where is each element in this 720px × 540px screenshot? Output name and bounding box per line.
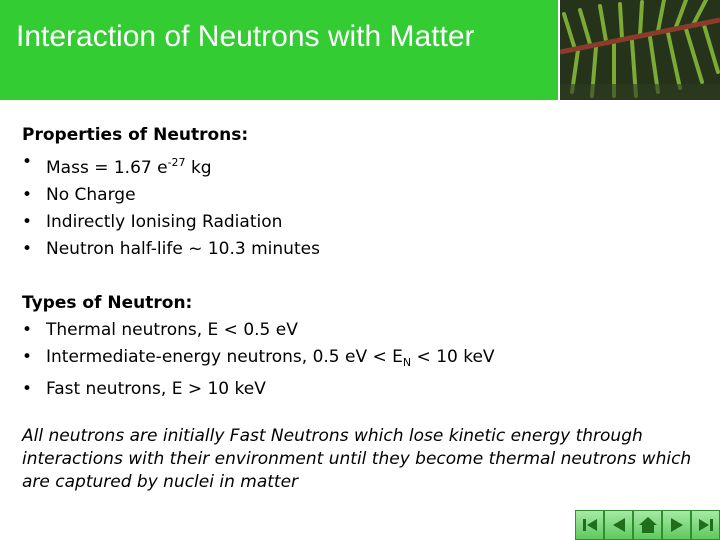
mass-exponent: -27	[167, 156, 186, 169]
skip-forward-icon	[696, 515, 716, 535]
list-item	[22, 376, 712, 403]
thermal-text: Thermal neutrons, E < 0.5 eV	[46, 320, 298, 340]
list-item	[22, 182, 712, 209]
fern-image	[560, 0, 720, 100]
first-slide-button[interactable]	[575, 510, 604, 540]
properties-list	[22, 149, 712, 263]
slide-title: Interaction of Neutrons with Matter	[16, 20, 475, 53]
forward-arrow-icon	[667, 515, 687, 535]
list-item	[22, 317, 712, 344]
back-arrow-icon	[609, 515, 629, 535]
types-list	[22, 317, 712, 403]
types-heading: Types of Neutron:	[22, 293, 193, 313]
skip-back-icon	[580, 515, 600, 535]
list-item	[22, 209, 712, 236]
list-item	[22, 236, 712, 263]
properties-heading: Properties of Neutrons:	[22, 125, 249, 145]
slide-navigation	[575, 510, 720, 540]
intermediate-subscript: N	[402, 356, 412, 369]
home-button[interactable]	[633, 510, 662, 540]
previous-slide-button[interactable]	[604, 510, 633, 540]
intermediate-upper-bound: < 10 keV	[411, 347, 495, 367]
bullet: •	[22, 239, 33, 259]
bullet: •	[22, 152, 33, 172]
bullet: •	[22, 185, 33, 205]
mass-unit: kg	[185, 158, 212, 178]
spacer	[22, 263, 712, 290]
bullet: •	[22, 347, 33, 367]
title-bar	[0, 0, 558, 102]
fern-photo	[560, 0, 720, 100]
home-icon	[637, 515, 659, 535]
bullet: •	[22, 379, 33, 399]
list-item	[22, 344, 712, 376]
last-slide-button[interactable]	[691, 510, 720, 540]
bullet: •	[22, 212, 33, 232]
radiation-text: Indirectly Ionising Radiation	[46, 212, 283, 232]
summary-note: All neutrons are initially Fast Neutrons which lose kinetic energy through interactions with their environment until they become thermal neutrons which are captured by nuclei in matter	[22, 426, 692, 492]
mass-text: Mass = 1.67 e	[46, 158, 168, 178]
intermediate-text: Intermediate-energy neutrons, 0.5 eV < E	[46, 347, 403, 367]
next-slide-button[interactable]	[662, 510, 691, 540]
half-life-text: Neutron half-life ~ 10.3 minutes	[46, 239, 320, 259]
fast-text: Fast neutrons, E > 10 keV	[46, 379, 266, 399]
bullet: •	[22, 320, 33, 340]
charge-text: No Charge	[46, 185, 136, 205]
list-item	[22, 149, 712, 182]
slide-content	[22, 122, 712, 403]
